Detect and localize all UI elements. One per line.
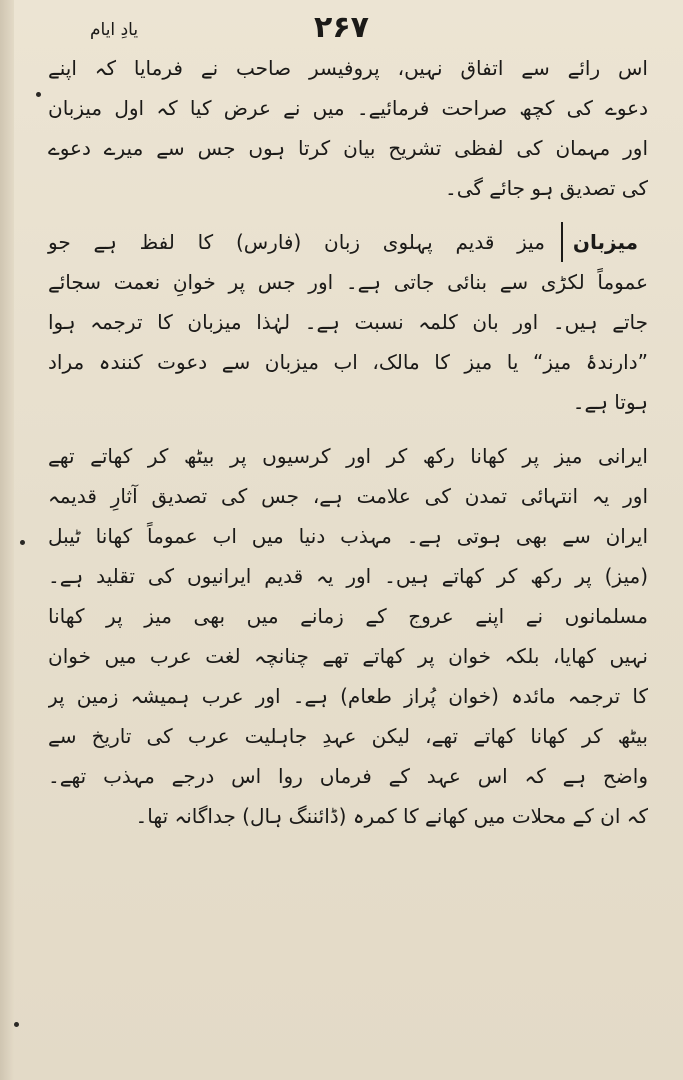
text-line: مسلمانوں نے اپنے عروج کے زمانے میں بھی میز پر کھانا bbox=[48, 604, 648, 628]
text-line: کی تصدیق ہو جائے گی۔ bbox=[445, 176, 648, 200]
text-line: (میز) پر رکھ کر کھاتے ہیں۔ اور یہ قدیم ایرانیوں کی تقلید ہے۔ bbox=[48, 564, 648, 588]
margin-dot bbox=[36, 92, 41, 97]
text-line: اس رائے سے اتفاق نہیں، پروفیسر صاحب نے فرمایا کہ اپنے bbox=[48, 56, 648, 80]
text-line: عموماً لکڑی سے بنائی جاتی ہے۔ اور جس پر خوانِ نعمت سجائے bbox=[48, 270, 648, 294]
text-line: نہیں کھایا، بلکہ خوان پر کھاتے تھے چنانچہ لغت عرب میں خوان bbox=[48, 644, 648, 668]
text-body bbox=[48, 48, 648, 836]
side-heading: میزبان bbox=[561, 222, 648, 262]
binding-edge bbox=[0, 0, 14, 1080]
running-head: یادِ ایام bbox=[90, 20, 139, 40]
text-line: میز قدیم پہلوی زبان (فارس) کا لفظ ہے جو bbox=[48, 230, 545, 254]
text-line: ”دارندۂ میز“ یا میز کا مالک، اب میزبان سے دعوت کنندہ مراد bbox=[48, 350, 648, 374]
page-number: ۲۶۷ bbox=[314, 10, 369, 45]
text-line: کا ترجمہ مائدہ (خوان پُراز طعام) ہے۔ اور عرب ہمیشہ زمین پر bbox=[48, 684, 648, 708]
margin-dot bbox=[14, 1022, 19, 1027]
text-line: کہ ان کے محلات میں کھانے کا کمرہ (ڈائننگ ہال) جداگانہ تھا۔ bbox=[135, 804, 648, 828]
text-line: اور مہمان کی لفظی تشریح بیان کرتا ہوں جس سے میرے دعوے bbox=[48, 136, 648, 160]
text-line: جاتے ہیں۔ اور بان کلمہ نسبت ہے۔ لہٰذا میزبان کا ترجمہ ہوا bbox=[48, 310, 648, 334]
text-line: اور یہ انتہائی تمدن کی علامت ہے، جس کی تصدیق آثارِ قدیمہ bbox=[48, 484, 648, 508]
text-line: ایرانی میز پر کھانا رکھ کر اور کرسیوں پر بیٹھ کر کھاتے تھے bbox=[48, 444, 648, 468]
text-line: ایران سے بھی ہوتی ہے۔ مہذب دنیا میں اب عموماً کھانا ٹیبل bbox=[48, 524, 648, 548]
text-line: واضح ہے کہ اس عہد کے فرماں روا اس درجے مہذب تھے۔ bbox=[48, 764, 648, 788]
text-line: دعوے کی کچھ صراحت فرمائیے۔ میں نے عرض کیا کہ اول میزبان bbox=[48, 96, 648, 120]
text-line: ہوتا ہے۔ bbox=[572, 390, 648, 414]
definition-line bbox=[48, 222, 648, 262]
text-line: بیٹھ کر کھانا کھاتے تھے، لیکن عہدِ جاہلیت عرب کی تاریخ سے bbox=[48, 724, 648, 748]
margin-dot bbox=[20, 540, 25, 545]
